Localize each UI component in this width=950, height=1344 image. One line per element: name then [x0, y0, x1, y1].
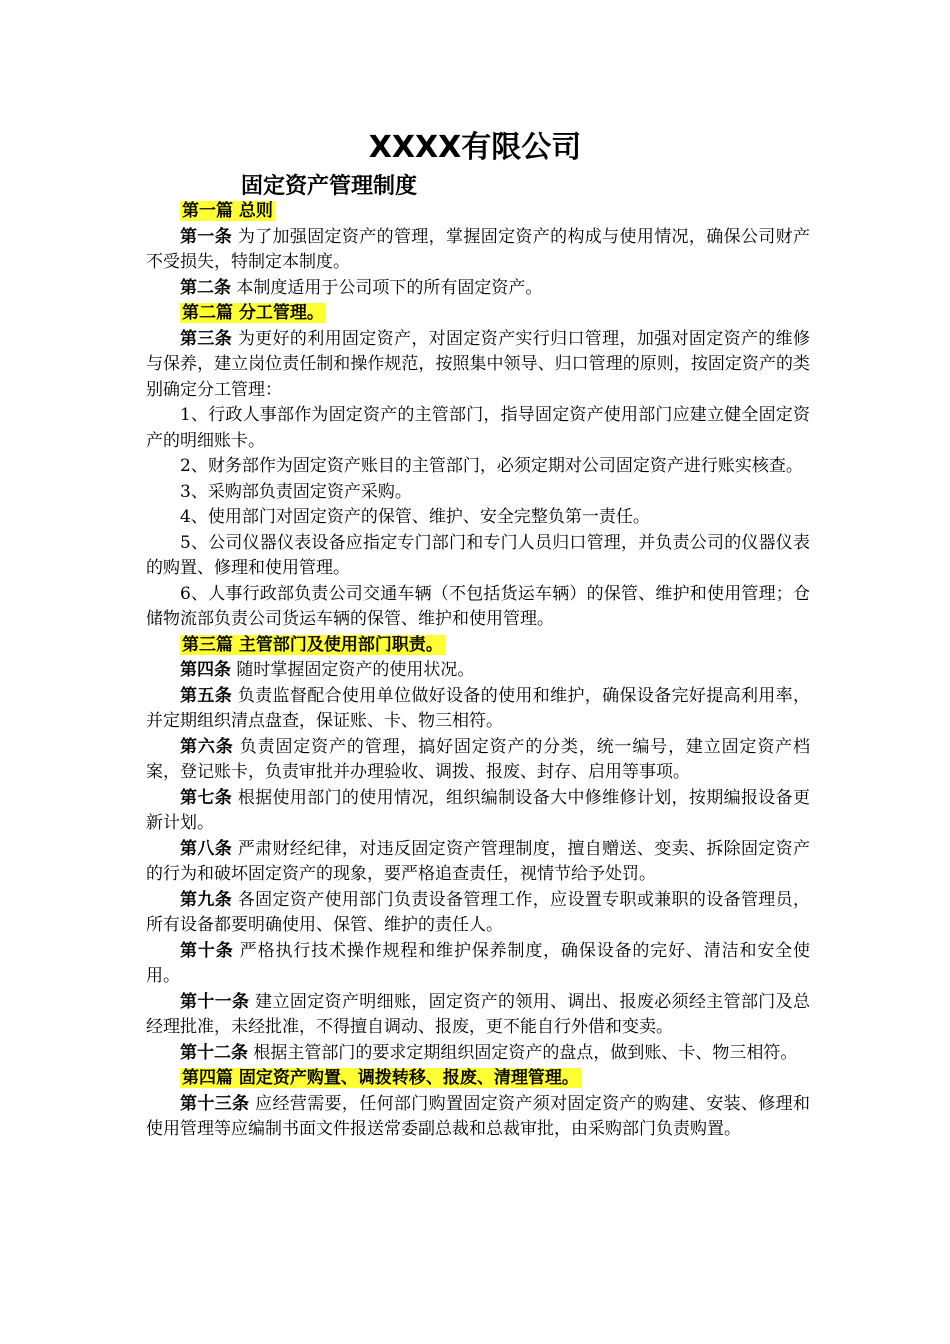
article-label: 第九条 — [180, 889, 233, 910]
heading-highlight: 第三篇 主管部门及使用部门职责。 — [182, 634, 443, 655]
article-label: 第三条 — [180, 328, 233, 349]
article-label: 第七条 — [180, 787, 233, 808]
article-paragraph — [146, 786, 810, 837]
article-text: 根据使用部门的使用情况，组织编制设备大中修维修计划，按期编报设备更新计划。 — [146, 787, 811, 833]
list-paragraph — [146, 582, 810, 633]
list-paragraph — [146, 531, 810, 582]
list-text: 1、行政人事部作为固定资产的主管部门，指导固定资产使用部门应建立健全固定资产的明细账卡。 — [146, 405, 810, 451]
article-text: 随时掌握固定资产的使用状况。 — [231, 660, 475, 680]
article-paragraph — [146, 990, 810, 1041]
article-label: 第十二条 — [180, 1042, 248, 1063]
section-heading — [146, 633, 810, 659]
article-label: 第一条 — [180, 226, 233, 247]
list-paragraph — [146, 454, 810, 480]
article-label: 第四条 — [180, 660, 231, 680]
article-paragraph — [146, 276, 810, 302]
article-paragraph — [146, 837, 810, 888]
article-text: 负责固定资产的管理，搞好固定资产的分类，统一编号，建立固定资产档案，登记账卡，负责审批并办理验收、调拨、报废、封存、启用等事项。 — [146, 736, 811, 782]
heading-highlight: 第一篇 总则 — [182, 201, 273, 221]
list-paragraph — [146, 480, 810, 506]
article-text: 为更好的利用固定资产，对固定资产实行归口管理，加强对固定资产的维修与保养，建立岗位责任制和操作规范，按照集中领导、归口管理的原则，按固定资产的类别确定分工管理： — [146, 328, 811, 400]
article-label: 第十三条 — [180, 1093, 250, 1114]
article-label: 第十一条 — [180, 991, 250, 1012]
article-paragraph — [146, 735, 810, 786]
article-label: 第二条 — [180, 277, 231, 298]
document-subtitle: 固定资产管理制度 — [241, 174, 418, 199]
list-text: 3、采购部负责固定资产采购。 — [180, 481, 412, 502]
list-paragraph — [146, 505, 810, 531]
article-paragraph — [146, 225, 810, 276]
article-text: 负责监督配合使用单位做好设备的使用和维护，确保设备完好提高利用率，并定期组织清点盘查，保证账、卡、物三相符。 — [146, 685, 811, 731]
article-paragraph — [146, 658, 810, 684]
section-heading — [146, 301, 810, 327]
article-paragraph — [146, 327, 810, 404]
article-text: 应经营需要，任何部门购置固定资产须对固定资产的购建、安装、修理和使用管理等应编制书面文件报送常委副总裁和总裁审批，由采购部门负责购置。 — [146, 1093, 811, 1139]
article-text: 为了加强固定资产的管理，掌握固定资产的构成与使用情况，确保公司财产不受损失，特制定本制度。 — [146, 226, 811, 272]
article-text: 建立固定资产明细账，固定资产的领用、调出、报废必须经主管部门及总经理批准，未经批准，不得擅自调动、报废，更不能自行外借和变卖。 — [146, 991, 811, 1037]
section-heading — [146, 1066, 810, 1092]
article-text: 严肃财经纪律，对违反固定资产管理制度，擅自赠送、变卖、拆除固定资产的行为和破坏固定资产的现象，要严格追查责任，视情节给予处罚。 — [146, 838, 811, 884]
article-label: 第八条 — [180, 838, 233, 859]
heading-highlight: 第二篇 分工管理。 — [182, 303, 324, 323]
list-text: 6、人事行政部负责公司交通车辆（不包括货运车辆）的保管、维护和使用管理；仓储物流部负责公司货运车辆的保管、维护和使用管理。 — [146, 583, 810, 629]
heading-highlight: 第四篇 固定资产购置、调拨转移、报废、清理管理。 — [182, 1068, 579, 1088]
article-text: 根据主管部门的要求定期组织固定资产的盘点，做到账、卡、物三相符。 — [248, 1042, 798, 1063]
article-text: 严格执行技术操作规程和维护保养制度，确保设备的完好、清洁和安全使用。 — [146, 940, 811, 986]
article-text: 各固定资产使用部门负责设备管理工作，应设置专职或兼职的设备管理员，所有设备都要明确使用、保管、维护的责任人。 — [146, 889, 811, 935]
article-paragraph — [146, 1041, 810, 1067]
document-body — [146, 199, 810, 1143]
article-text: 本制度适用于公司项下的所有固定资产。 — [231, 277, 543, 298]
document-title: XXXX有限公司 — [368, 130, 582, 165]
list-text: 2、财务部作为固定资产账目的主管部门，必须定期对公司固定资产进行账实核查。 — [180, 456, 803, 476]
article-label: 第十条 — [180, 940, 234, 961]
article-paragraph — [146, 684, 810, 735]
article-label: 第五条 — [180, 685, 233, 706]
article-label: 第六条 — [180, 736, 234, 757]
article-paragraph — [146, 888, 810, 939]
list-paragraph — [146, 403, 810, 454]
article-paragraph — [146, 939, 810, 990]
article-paragraph — [146, 1092, 810, 1143]
list-text: 4、使用部门对固定资产的保管、维护、安全完整负第一责任。 — [180, 507, 650, 527]
list-text: 5、公司仪器仪表设备应指定专门部门和专门人员归口管理，并负责公司的仪器仪表的购置、修理和使用管理。 — [146, 532, 810, 578]
section-heading — [146, 199, 810, 225]
